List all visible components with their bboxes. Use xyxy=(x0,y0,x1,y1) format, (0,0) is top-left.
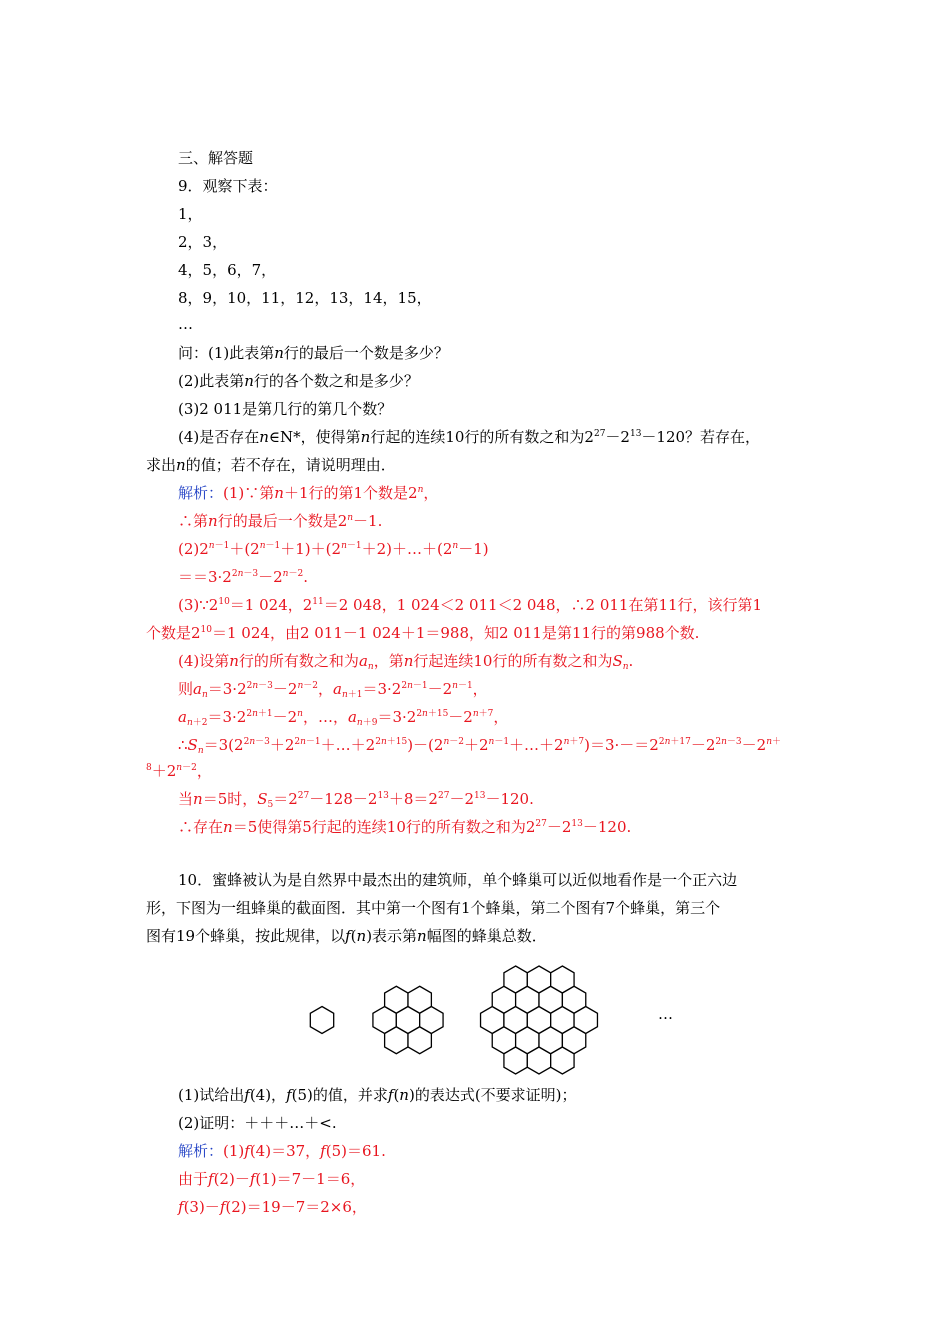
q9-solution-11: $^8+2^{n-2}$， xyxy=(146,762,212,780)
q9-solution-7: (4)设第n行的所有数之和为$a_n$，第n行起连续10行的所有数之和为$S_n$. xyxy=(178,652,634,672)
q9-solution-8: 则$a_n=3\cdot 2^{2n-3}-2^{n-2}$，$a_{n+1}=3\cdot 2^{2n-1}-2^{n-1}$， xyxy=(178,680,488,700)
q10-solution-3: f(3)－f(2)＝19－7＝2×6， xyxy=(178,1198,367,1216)
figure-ellipsis: … xyxy=(658,1005,673,1023)
q9-ask-4-line2: 求出n的值；若不存在，请说明理由． xyxy=(146,456,396,474)
honeycomb-figure-2 xyxy=(373,986,443,1054)
q9-ask-4-line1: (4)是否存在n∈N*，使得第n行起的连续10行的所有数之和为$2^{27}-2^{13}-120$？若存在， xyxy=(178,428,761,446)
q10-ask-2: (2)证明：＋＋＋…＋<. xyxy=(178,1114,337,1132)
q9-solution-10: $\therefore S_n=3(2^{2n-3}+2^{2n-1}+\dots+2^{2n+15})-(2^{n-2}+2^{n-1}+\dots+2^{n+7})=3\cdot-=2^{2n+17}-2^{2n-3}-2^{n+}$ xyxy=(178,736,781,756)
q10-solution-1: 解析：(1)f(4)＝37，f(5)＝61. xyxy=(178,1142,386,1160)
q9-prompt: 9．观察下表： xyxy=(178,177,278,195)
q9-solution-2: ∴第n行的最后一个数是$2^n-1$. xyxy=(178,512,383,530)
table-row-ellipsis: … xyxy=(178,315,193,333)
q10-intro-line1: 10．蜜蜂被认为是自然界中最杰出的建筑师，单个蜂巢可以近似地看作是一个正六边 xyxy=(178,871,738,889)
q9-solution-1: 解析：(1)∵第n＋1行的第1个数是2$^n$， xyxy=(178,484,439,502)
table-row-1: 1， xyxy=(178,205,203,223)
q10-intro-line2: 形，下图为一组蜂巢的截面图．其中第一个图有1个蜂巢，第二个图有7个蜂巢，第三个 xyxy=(146,899,721,917)
q10-solution-2: 由于f(2)－f(1)＝7－1＝6， xyxy=(178,1170,366,1188)
table-row-3: 4，5，6，7， xyxy=(178,261,277,279)
q9-solution-13: ∴存在n＝5使得第5行起的连续10行的所有数之和为$2^{27}-2^{13}-120$. xyxy=(178,818,632,836)
q9-solution-4: $==3\cdot 2^{2n-3}-2^{n-2}$. xyxy=(178,568,308,586)
honeycomb-cell xyxy=(310,1007,333,1034)
table-row-2: 2，3， xyxy=(178,233,228,251)
q10-ask-1: (1)试给出f(4)，f(5)的值，并求f(n)的表达式(不要求证明)； xyxy=(178,1086,577,1104)
table-row-4: 8，9，10，11，12，13，14，15， xyxy=(178,289,432,307)
honeycomb-cell xyxy=(420,1007,443,1034)
honeycomb-figures xyxy=(300,948,610,1083)
q9-solution-9: $a_{n+2}=3\cdot 2^{2n+1}-2^n$，…，$a_{n+9}=3\cdot 2^{2n+15}-2^{n+7}$， xyxy=(178,708,509,728)
q9-ask-2: (2)此表第n行的各个数之和是多少？ xyxy=(178,372,419,390)
q9-solution-3: $(2)2^{n-1}+(2^{n-1}+1)+(2^{n-1}+2)+\dots+(2^n-1)$ xyxy=(178,540,489,558)
q10-intro-line3: 图有19个蜂巢，按此规律，以f(n)表示第n幅图的蜂巢总数． xyxy=(146,927,547,945)
q9-solution-5: $(3)\because 2^{10}=1$ 024，$2^{11}=2$ 048，1 024＜2 011＜2 048，∴2 011在第11行，该行第1 xyxy=(178,596,763,614)
honeycomb-cell xyxy=(574,1007,597,1034)
honeycomb-figure-1 xyxy=(310,1007,333,1034)
solution-label: 解析： xyxy=(178,484,224,502)
q9-ask-3: (3)2 011是第几行的第几个数？ xyxy=(178,400,393,418)
section-title: 三、解答题 xyxy=(178,149,254,167)
honeycomb-figure-3 xyxy=(481,966,598,1074)
solution-label: 解析： xyxy=(178,1142,224,1160)
q9-ask-1: 问：(1)此表第n行的最后一个数是多少？ xyxy=(178,344,449,362)
q9-solution-6: 个数是$2^{10}=1$ 024，由2 011－1 024＋1＝988，知2 011是第11行的第988个数. xyxy=(146,624,700,642)
q9-solution-12: 当n＝5时，$S_5=2^{27}-128-2^{13}+8=2^{27}-2^{13}-120$. xyxy=(178,790,534,810)
